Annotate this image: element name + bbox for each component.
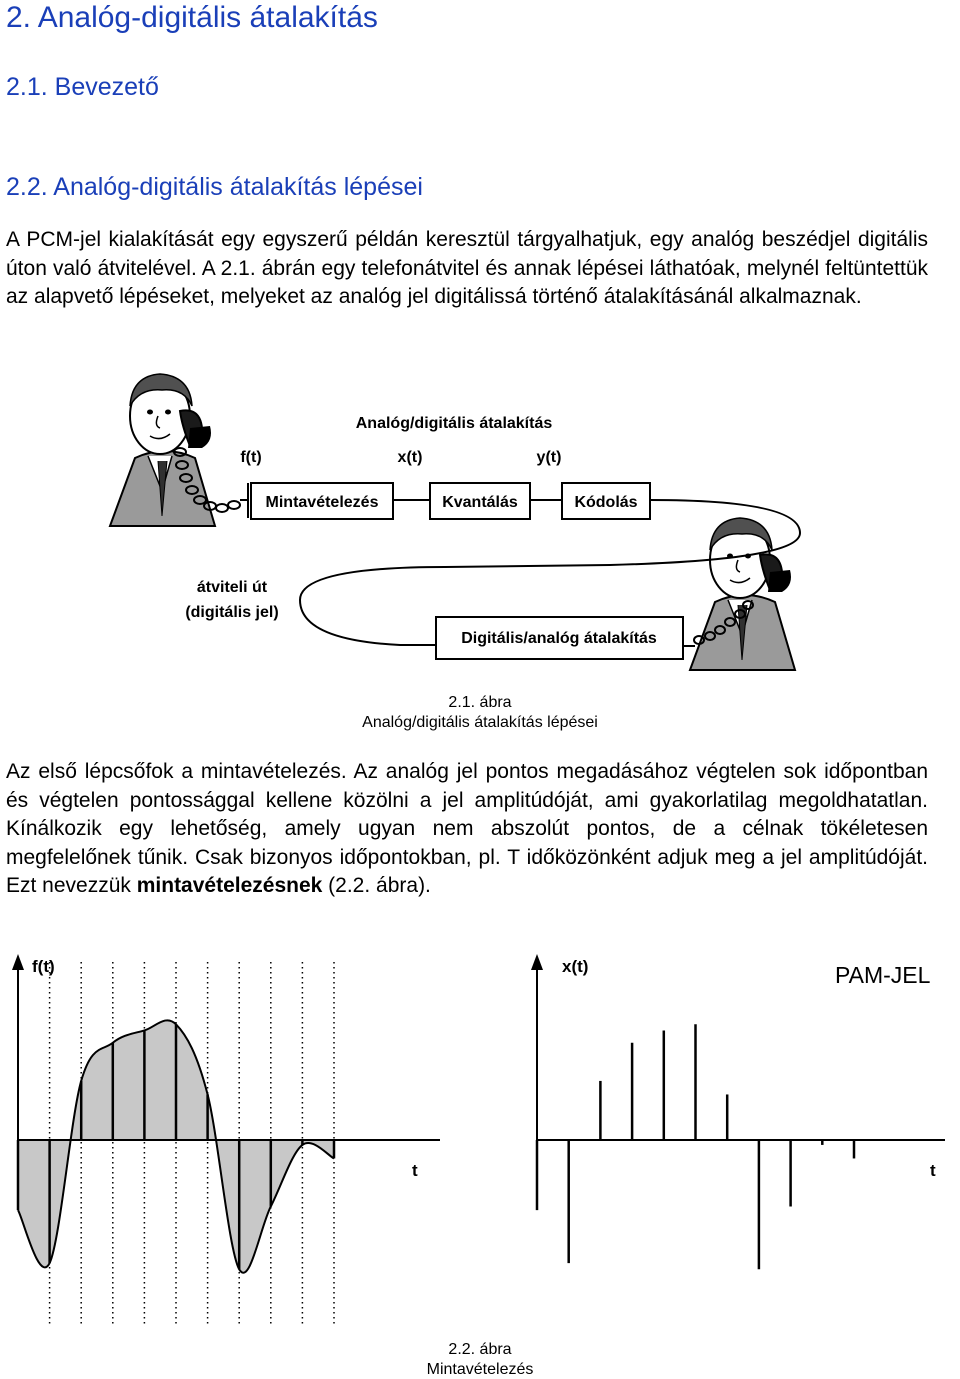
signal-x-label: x(t) — [397, 449, 423, 466]
right-y-arrow-icon — [531, 954, 543, 970]
intro-paragraph: A PCM-jel kialakítását egy egyszerű példán keresztül tárgyalhatjuk, egy analóg beszédjel digitális úton való átvitelével. A 2.1. ábrán egy telefonátvitel és annak lépései láthatóak, melynél feltüntettük az alapvető lépéseket, melyeket az analóg jel digitálissá történő átalakításánál alkalmaznak. — [6, 228, 928, 309]
da-converter-label: Digitális/analóg átalakítás — [461, 630, 657, 647]
sampling-paragraph-text: Az első lépcsőfok a mintavételezés. Az analóg jel pontos megadásához végtelen sok időpontban és végtelen pontossággal kellene közölni a jel amplitúdóját, ami gyakorlatilag megoldhatatlan. Kínálkozik egy lehetőség, amely ugyan nem abszolút pontos, de a célnak tökéletesen megfelelőnek tűnik. Csak bizonyos időpontokban, pl. T időközönként adjuk meg a jel amplitúdóját. Ezt nevezzük — [6, 760, 928, 898]
coding-box-label: Kódolás — [574, 494, 638, 511]
left-y-label: f(t) — [32, 957, 55, 976]
signal-f-label: f(t) — [240, 449, 262, 466]
figure-2-2 — [0, 940, 960, 1340]
right-y-label: x(t) — [562, 957, 589, 976]
sampling-term-bold: mintavételezésnek — [136, 874, 323, 898]
pam-pulse-lines — [537, 1024, 854, 1269]
sampling-paragraph-end: (2.2. ábra). — [322, 874, 431, 898]
figure-2-2-caption-number: 2.2. ábra — [448, 1341, 512, 1358]
figure-2-1-caption-text: Analóg/digitális átalakítás lépései — [362, 714, 598, 731]
section-heading-2-2: 2.2. Analóg-digitális átalakítás lépései — [6, 173, 423, 201]
pam-signal-title: PAM-JEL — [835, 962, 931, 988]
sampling-box-label: Mintavételezés — [265, 494, 379, 511]
right-x-label: t — [930, 1161, 936, 1180]
receiver-person-icon — [690, 518, 795, 670]
figure-2-1-caption-number: 2.1. ábra — [448, 694, 512, 711]
transmission-path-sublabel: (digitális jel) — [185, 604, 279, 621]
left-y-arrow-icon — [12, 954, 24, 970]
left-x-label: t — [412, 1161, 418, 1180]
signal-y-label: y(t) — [536, 449, 562, 466]
sampling-paragraph — [6, 758, 928, 901]
figure-2-1 — [0, 0, 960, 680]
ad-title-label: Analóg/digitális átalakítás — [355, 415, 553, 432]
figure-2-2-caption-text: Mintavételezés — [426, 1361, 534, 1378]
transmission-path-label: átviteli út — [196, 579, 268, 596]
chapter-title: 2. Analóg-digitális átalakítás — [6, 1, 378, 34]
section-heading-2-1: 2.1. Bevezető — [6, 73, 159, 101]
quantization-box-label: Kvantálás — [442, 494, 518, 511]
